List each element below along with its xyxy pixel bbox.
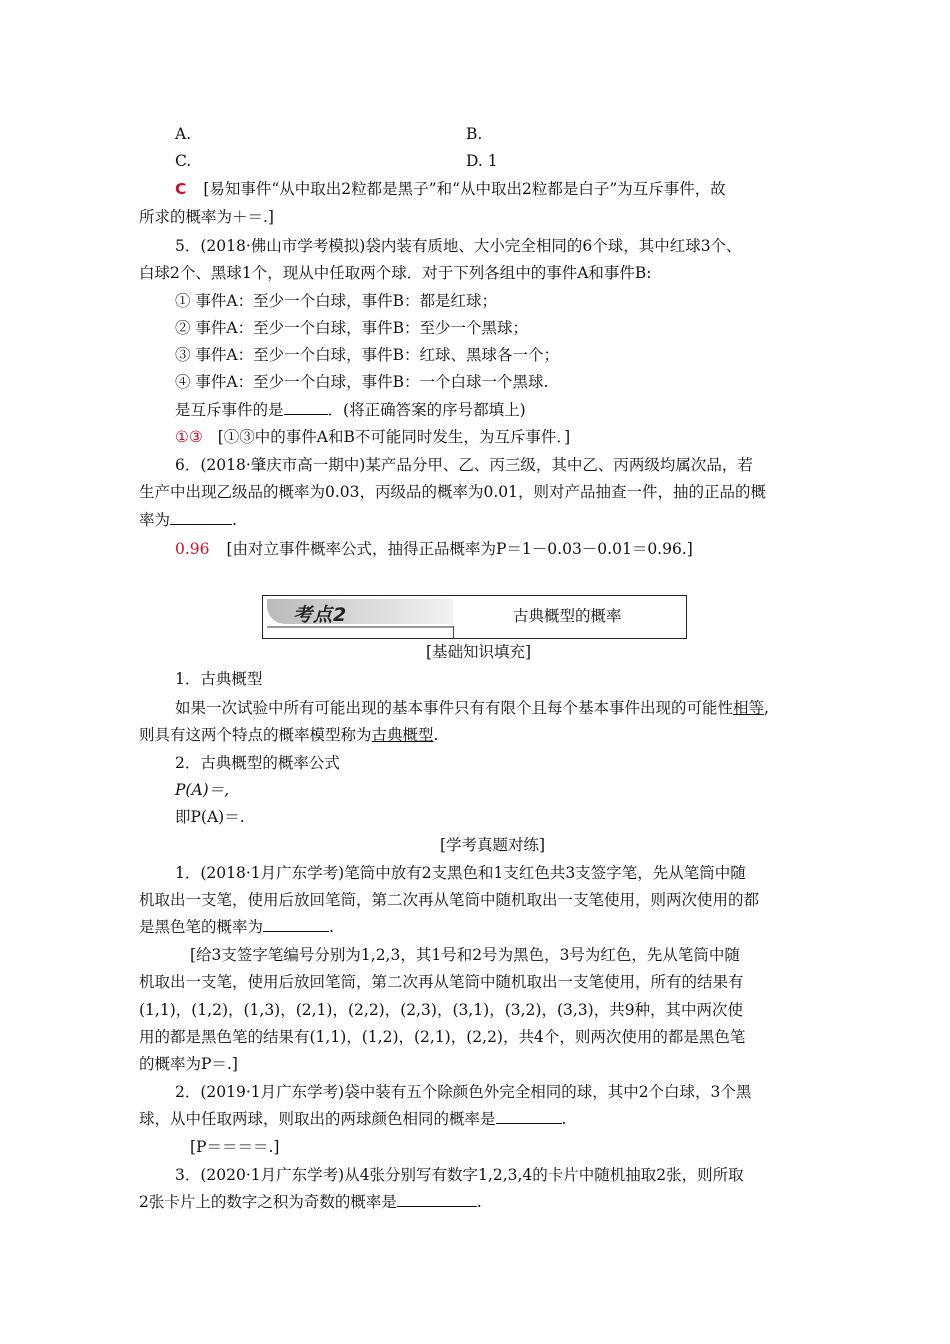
- practice-header: [学考真题对练]: [440, 836, 546, 854]
- section-divider-tick: [453, 626, 454, 639]
- q5-answer: ①③: [175, 428, 203, 446]
- b1-comma: ,: [764, 699, 769, 717]
- p1-answer-blank: [263, 917, 329, 932]
- p3-stem-text: 2张卡片上的数字之积为奇数的概率是: [139, 1193, 397, 1211]
- p1-explanation-line4: 用的都是黑色笔的结果有(1,1)，(1,2)，(2,1)，(2,2)，共4个，则两次使用的都是黑色笔: [139, 1028, 746, 1046]
- option-b: B.: [466, 125, 483, 143]
- q6-explanation: [175, 539, 693, 559]
- q4-explanation-line1: [175, 179, 726, 199]
- p1-explanation-line1: [给3支签字笔编号分别为1,2,3，其1号和2号为黑色，3号为红色，先从笔筒中随: [190, 946, 740, 964]
- q5-item-1: ① 事件A：至少一个白球，事件B：都是红球；: [175, 292, 498, 310]
- b1-text-line2: [139, 725, 438, 745]
- b2-formula-2: 即P(A)＝.: [175, 808, 245, 826]
- b1-text-part2: 则具有这两个特点的概率模型称为: [139, 726, 372, 744]
- p2-answer-blank: [496, 1109, 562, 1124]
- option-c: C.: [175, 152, 192, 170]
- p2-explanation: [P＝＝＝＝.]: [190, 1138, 280, 1156]
- q5-explanation-text: [①③中的事件A和B不可能同时发生，为互斥事件．]: [217, 428, 571, 446]
- p2-period: .: [561, 1110, 567, 1128]
- q6-stem-text: 率为: [139, 511, 171, 529]
- q6-stem-line1: 6．(2018·肇庆市高一期中)某产品分甲、乙、丙三级，其中乙、丙两级均属次品，若: [175, 456, 753, 474]
- q4-explanation-text: [易知事件“从中取出2粒都是黑子”和“从中取出2粒都是白子”为互斥事件，故: [203, 180, 726, 198]
- b1-title: 1．古典概型: [175, 670, 263, 688]
- q5-stem-line1: 5．(2018·佛山市学考模拟)袋内装有质地、大小完全相同的6个球，其中红球3个、: [175, 237, 742, 255]
- q4-explanation-line2: 所求的概率为＋＝.]: [139, 208, 274, 226]
- p1-stem-line2: 机取出一支笔，使用后放回笔筒，第二次再从笔筒中随机取出一支笔使用，则两次使用的都: [139, 891, 760, 909]
- q6-period: .: [232, 511, 237, 529]
- p2-stem-line1: 2．(2019·1月广东学考)袋中装有五个除颜色外完全相同的球，其中2个白球，3个黑: [175, 1083, 752, 1101]
- q6-explanation-text: [由对立事件概率公式，抽得正品概率为P＝1－0.03－0.01＝0.96.]: [226, 540, 693, 558]
- p1-stem-text: 是黑色笔的概率为: [139, 918, 264, 936]
- p1-explanation-line5: 的概率为P＝.]: [139, 1055, 238, 1073]
- q5-item-3: ③ 事件A：至少一个白球，事件B：红球、黑球各一个；: [175, 346, 560, 364]
- p1-stem-line1: 1．(2018·1月广东学考)笔筒中放有2支黑色和1支红色共3支签字笔，先从笔筒中随: [175, 864, 746, 882]
- p3-answer-blank: [397, 1192, 477, 1207]
- section-badge-label: 考点2: [293, 604, 348, 626]
- section-badge: [267, 599, 453, 624]
- p1-explanation-line3: (1,1)，(1,2)，(1,3)，(2,1)，(2,2)，(2,3)，(3,1)，(3,2)，(3,3)，共9种，其中两次使: [139, 1001, 744, 1019]
- p3-stem-line1: 3．(2020·1月广东学考)从4张分别写有数字1,2,3,4的卡片中随机抽取2张，则所取: [175, 1166, 744, 1184]
- q5-explanation: [175, 427, 570, 447]
- q4-answer: C: [175, 180, 187, 198]
- p3-period: .: [476, 1193, 482, 1211]
- section-badge-underline: [267, 626, 453, 628]
- basic-knowledge-header: [基础知识填充]: [426, 643, 532, 661]
- p2-stem-text: 球，从中任取两球，则取出的两球颜色相同的概率是: [139, 1110, 496, 1128]
- option-a: A.: [175, 125, 192, 143]
- q5-item-2: ② 事件A：至少一个白球，事件B：至少一个黑球；: [175, 319, 529, 337]
- b1-text-part: 如果一次试验中所有可能出现的基本事件只有有限个且每个基本事件出现的可能性: [175, 699, 734, 717]
- q5-ask-text: 是互斥事件的是: [175, 401, 284, 419]
- p2-stem-line2: [139, 1109, 566, 1129]
- q6-stem-line3: [139, 510, 237, 530]
- b2-title: 2．古典概型的概率公式: [175, 754, 340, 772]
- b1-text-line1: [175, 698, 769, 718]
- section-title: 古典概型的概率: [513, 607, 622, 625]
- b2-formula-1: P(A)＝,: [175, 781, 230, 799]
- q5-answer-blank: [284, 400, 328, 415]
- option-d: D. 1: [466, 152, 498, 170]
- q5-item-4: ④ 事件A：至少一个白球，事件B：一个白球一个黑球.: [175, 373, 549, 391]
- q5-stem-line2: 白球2个、黑球1个，现从中任取两个球．对于下列各组中的事件A和事件B:: [139, 264, 652, 282]
- p1-stem-line3: [139, 917, 334, 937]
- section-header-box: [262, 595, 687, 639]
- p1-period: .: [329, 918, 334, 936]
- q6-answer: 0.96: [175, 540, 210, 558]
- b1-term-classical: 古典概型: [371, 726, 434, 744]
- q6-stem-line2: 生产中出现乙级品的概率为0.03，丙级品的概率为0.01，则对产品抽查一件，抽的正品的概: [139, 483, 767, 501]
- b1-period: .: [433, 726, 439, 744]
- q5-ask-note: ．(将正确答案的序号都填上): [327, 401, 526, 419]
- p3-stem-line2: [139, 1192, 482, 1212]
- p1-explanation-line2: 机取出一支笔，使用后放回笔筒，第二次再从笔筒中随机取出一支笔使用，所有的结果有: [139, 973, 744, 991]
- q5-ask: [175, 400, 526, 420]
- b1-term-equal: 相等: [733, 699, 765, 717]
- q6-answer-blank: [170, 510, 232, 525]
